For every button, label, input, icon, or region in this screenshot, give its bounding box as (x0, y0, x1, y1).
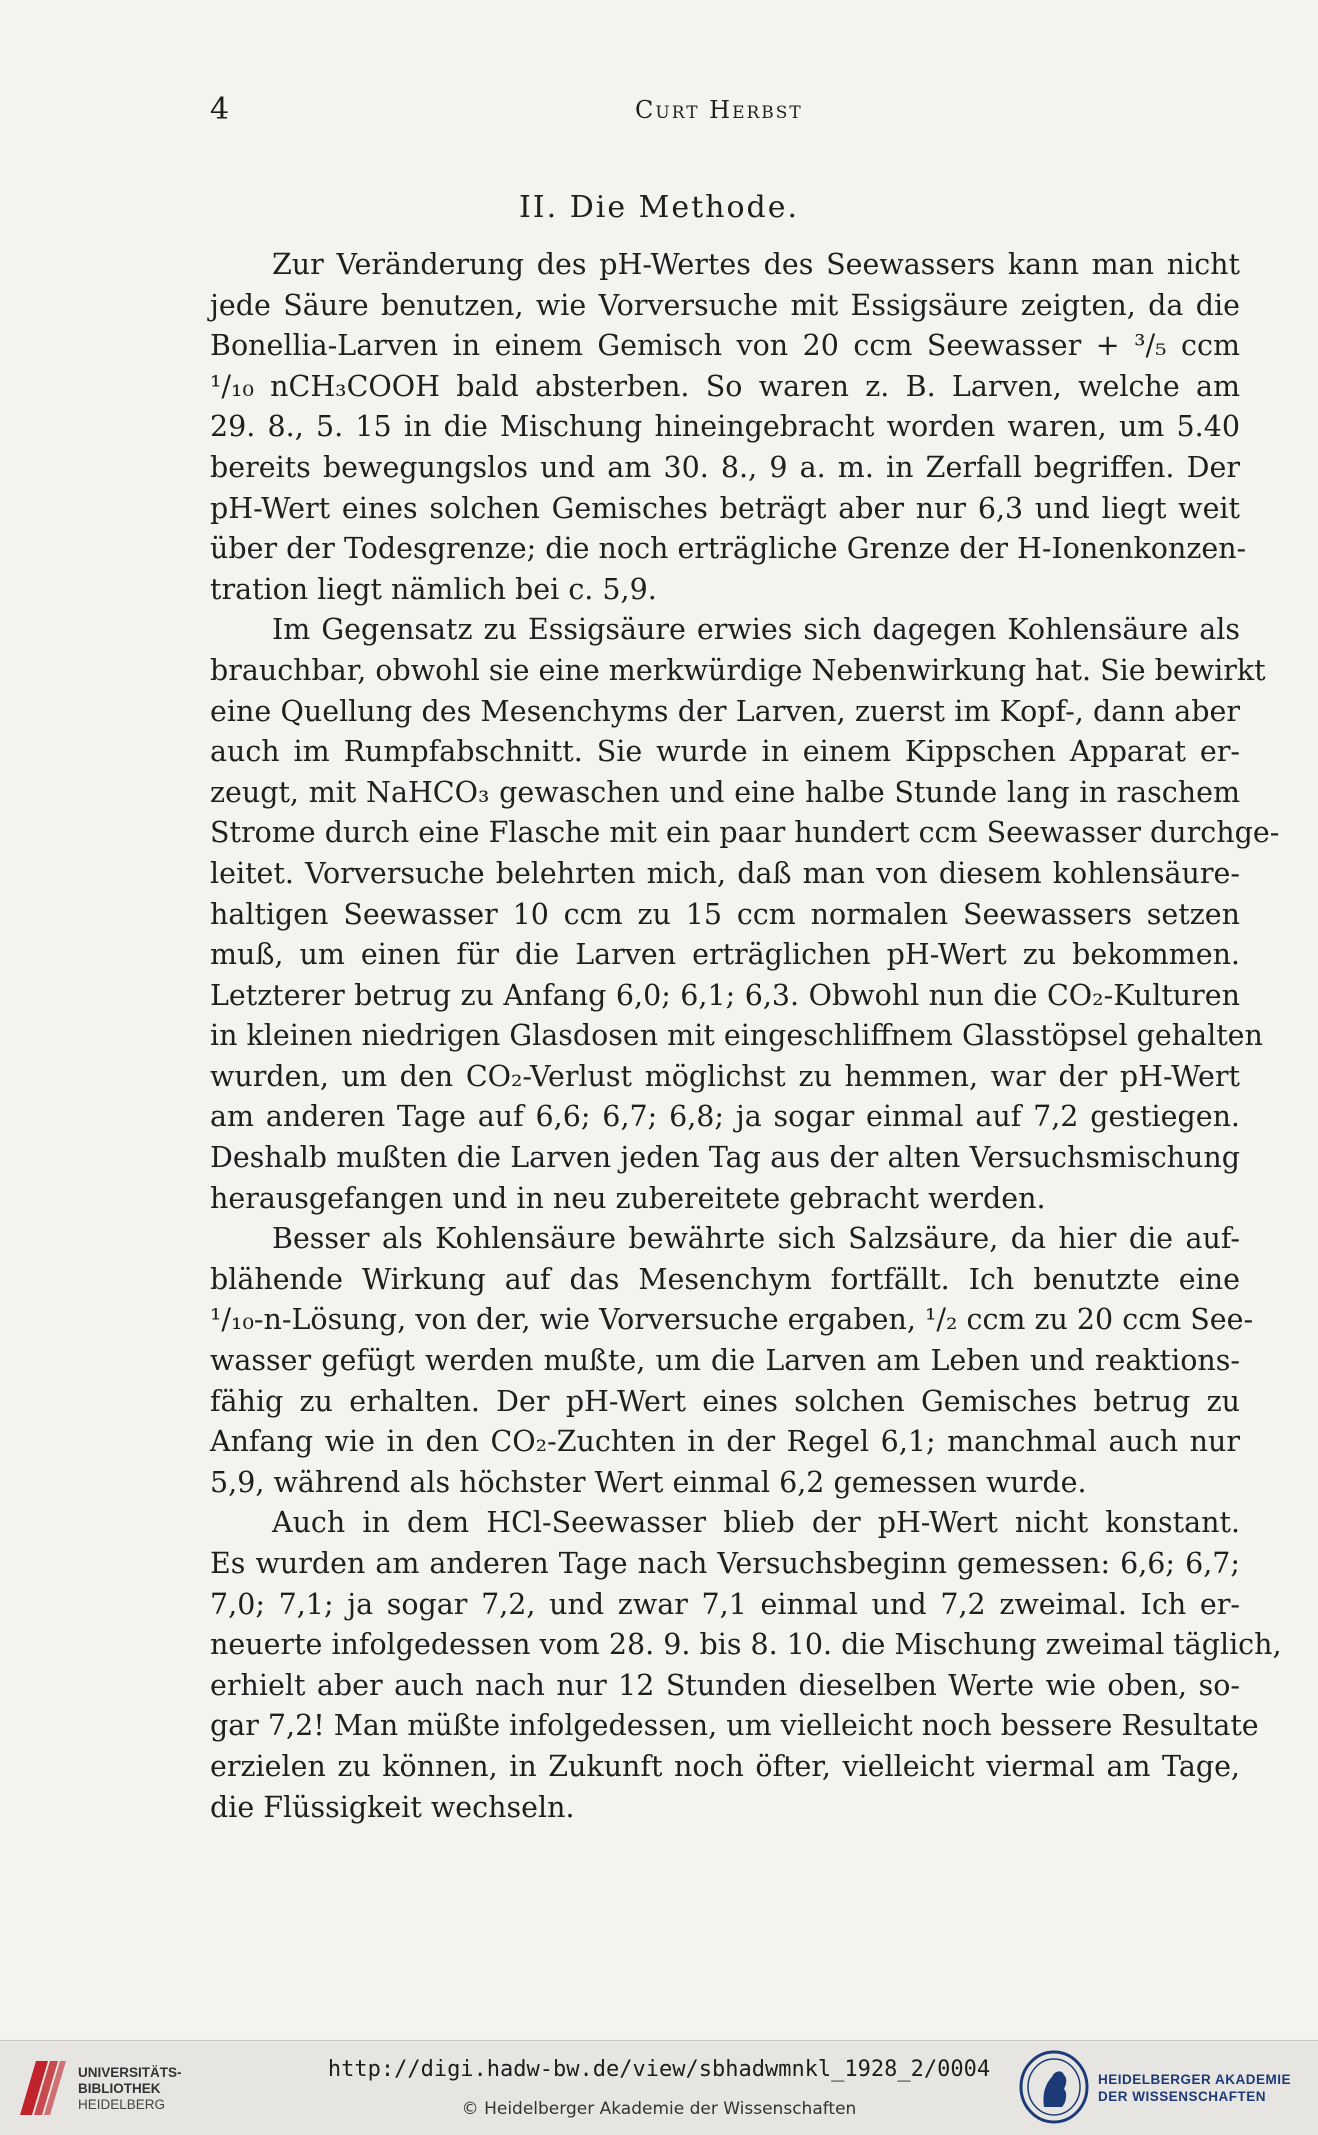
text-line: Zur Veränderung des pH-Wertes des Seewassers kann man nicht (272, 248, 1240, 281)
text-line: neuerte infolgedessen vom 28. 9. bis 8. 10. die Mischung zweimal täglich, (210, 1628, 1282, 1662)
text-line: ¹/₁₀-n-Lösung, von der, wie Vorversuche ergaben, ¹/₂ ccm zu 20 ccm See- (210, 1303, 1254, 1337)
section-title: II. Die Methode. (518, 190, 800, 225)
text-line: ¹/₁₀ nCH₃COOH bald absterben. So waren z. B. Larven, welche am (210, 369, 1240, 403)
text-line: eine Quellung des Mesenchyms der Larven, zuerst im Kopf-, dann aber (210, 694, 1240, 728)
text-line: erhielt aber auch nach nur 12 Stunden dieselben Werte wie oben, so- (210, 1668, 1240, 1702)
text-line: Letzterer betrug zu Anfang 6,0; 6,1; 6,3. Obwohl nun die CO₂-Kulturen (210, 978, 1240, 1012)
running-head: Curt Herbst (635, 96, 803, 124)
text-line: die Flüssigkeit wechseln. (210, 1790, 575, 1824)
text-line: leitet. Vorversuche belehrten mich, daß man von diesem kohlensäure- (210, 856, 1240, 890)
text-line: Anfang wie in den CO₂-Zuchten in der Regel 6,1; manchmal auch nur (210, 1425, 1240, 1459)
text-line: über der Todesgrenze; die noch erträgliche Grenze der H-Ionenkonzen- (210, 532, 1247, 566)
paragraph (210, 1219, 1254, 1503)
text-line: Auch in dem HCl-Seewasser blieb der pH-Wert nicht konstant. (272, 1506, 1240, 1540)
text-line: gar 7,2! Man müßte infolgedessen, um vielleicht noch bessere Resultate (210, 1709, 1259, 1743)
text-line: muß, um einen für die Larven erträglichen pH-Wert zu bekommen. (210, 938, 1240, 972)
text-line: 5,9, während als höchster Wert einmal 6,2 gemessen wurde. (210, 1465, 1087, 1499)
paragraph (210, 245, 1247, 610)
text-line: brauchbar, obwohl sie eine merkwürdige Nebenwirkung hat. Sie bewirkt (210, 653, 1266, 687)
page-number: 4 (210, 92, 230, 127)
copyright-notice: © Heidelberger Akademie der Wissenschaften (461, 2099, 857, 2119)
text-line: haltigen Seewasser 10 ccm zu 15 ccm normalen Seewassers setzen (210, 897, 1240, 931)
paragraph (210, 1503, 1282, 1828)
text-line: Bonellia-Larven in einem Gemisch von 20 ccm Seewasser + ³/₅ ccm (210, 329, 1240, 363)
text-line: 7,0; 7,1; ja sogar 7,2, und zwar 7,1 einmal und 7,2 zweimal. Ich er- (210, 1587, 1240, 1621)
text-line: Besser als Kohlensäure bewährte sich Salzsäure, da hier die auf- (272, 1222, 1240, 1256)
text-line: tration liegt nämlich bei c. 5,9. (210, 572, 657, 606)
text-line: Strome durch eine Flasche mit ein paar hundert ccm Seewasser durchge- (210, 816, 1280, 850)
text-line: blähende Wirkung auf das Mesenchym fortfällt. Ich benutzte eine (210, 1262, 1240, 1296)
text-line: Deshalb mußten die Larven jeden Tag aus der alten Versuchsmischung (210, 1141, 1240, 1175)
text-line: 29. 8., 5. 15 in die Mischung hineingebracht worden waren, um 5.40 (210, 410, 1240, 444)
paragraph (210, 610, 1280, 1219)
text-line: wasser gefügt werden mußte, um die Larven am Leben und reaktions- (210, 1344, 1240, 1378)
text-line: erzielen zu können, in Zukunft noch öfter, vielleicht viermal am Tage, (210, 1749, 1240, 1783)
footer-bar (0, 2040, 1318, 2135)
university-library-name: UNIVERSITÄTS- BIBLIOTHEK HEIDELBERG (78, 2065, 182, 2112)
academy-seal-icon (1018, 2049, 1090, 2125)
text-line: Im Gegensatz zu Essigsäure erwies sich dagegen Kohlensäure als (272, 613, 1240, 647)
text-line: in kleinen niedrigen Glasdosen mit eingeschliffnem Glasstöpsel gehalten (210, 1019, 1263, 1053)
text-line: pH-Wert eines solchen Gemisches beträgt aber nur 6,3 und liegt weit (210, 491, 1240, 525)
text-line: auch im Rumpfabschnitt. Sie wurde in einem Kippschen Apparat er- (210, 735, 1240, 769)
text-line: bereits bewegungslos und am 30. 8., 9 a. m. in Zerfall begriffen. Der (210, 450, 1240, 484)
text-line: wurden, um den CO₂-Verlust möglichst zu hemmen, war der pH-Wert (210, 1059, 1240, 1093)
text-line: jede Säure benutzen, wie Vorversuche mit Essigsäure zeigten, da die (210, 288, 1240, 322)
text-line: am anderen Tage auf 6,6; 6,7; 6,8; ja sogar einmal auf 7,2 gestiegen. (210, 1100, 1240, 1134)
text-line: fähig zu erhalten. Der pH-Wert eines solchen Gemisches betrug zu (210, 1384, 1240, 1418)
body-text (210, 245, 1282, 1828)
page-header (210, 92, 826, 132)
text-line: herausgefangen und in neu zubereitete gebracht werden. (210, 1181, 1046, 1215)
document-url-link[interactable]: http://digi.hadw-bw.de/view/sbhadwmnkl_1928_2/0004 (327, 2057, 991, 2082)
text-line: Es wurden am anderen Tage nach Versuchsbeginn gemessen: 6,6; 6,7; (210, 1547, 1240, 1580)
academy-name: HEIDELBERGER AKADEMIE DER WISSENSCHAFTEN (1098, 2072, 1292, 2104)
text-line: zeugt, mit NaHCO₃ gewaschen und eine halbe Stunde lang in raschem (210, 775, 1240, 809)
